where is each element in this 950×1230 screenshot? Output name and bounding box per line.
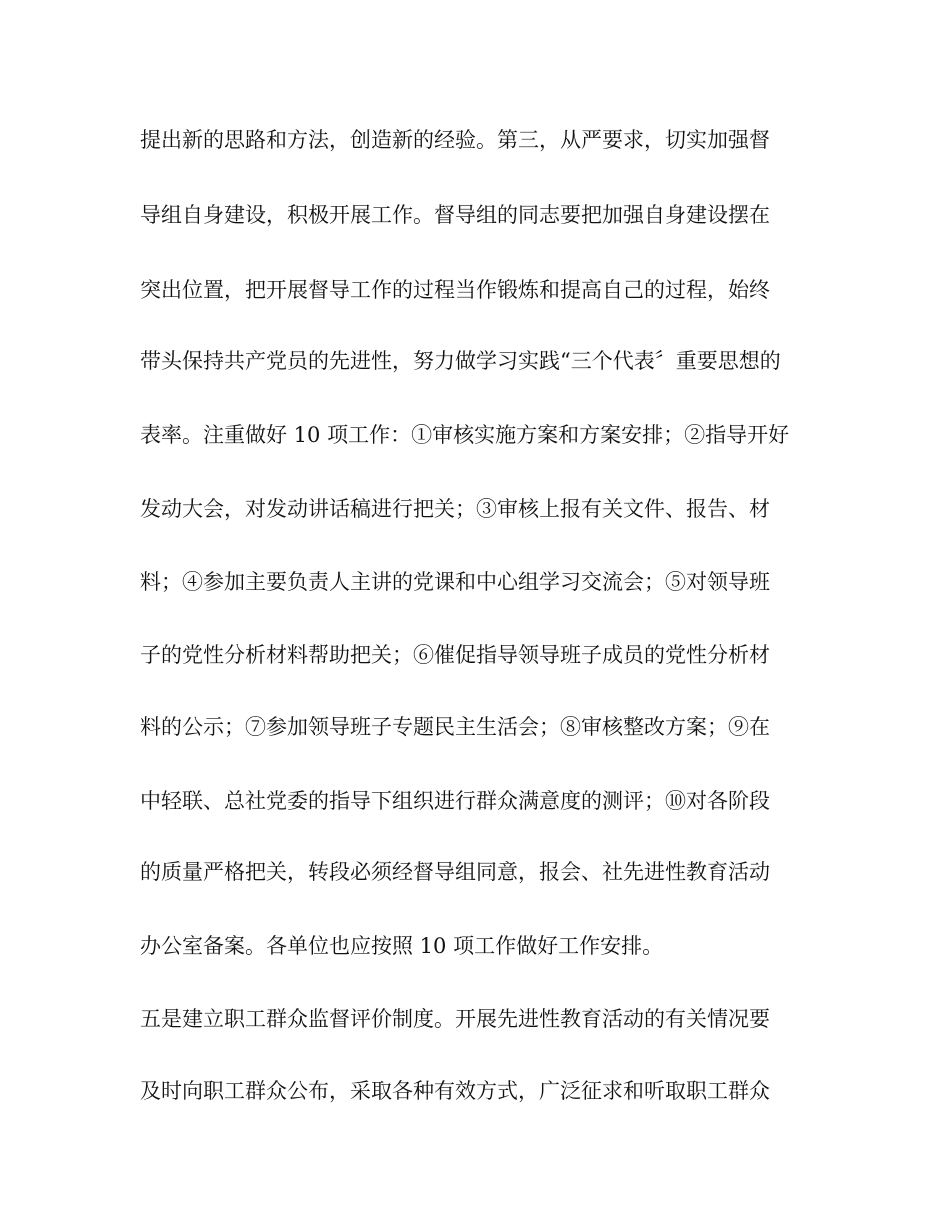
text-line: 提出新的思路和方法，创造新的经验。第三，从严要求，切实加强督	[140, 128, 770, 152]
text-line: 及时向职工群众公布，采取各种有效方式，广泛征求和听取职工群众	[140, 1079, 770, 1103]
text-line: 突出位置，把开展督导工作的过程当作锻炼和提高自己的过程，始终	[140, 278, 770, 302]
text-line: 的质量严格把关，转段必须经督导组同意，报会、社先进性教育活动	[140, 860, 770, 884]
text-line: 料的公示；⑦参加领导班子专题民主生活会；⑧审核整改方案；⑨在	[140, 715, 770, 739]
text-line: 料；④参加主要负责人主讲的党课和中心组学习交流会；⑤对领导班	[140, 570, 770, 594]
text-line: 带头保持共产党员的先进性，努力做学习实践“三个代表〞重要思想的	[140, 349, 781, 373]
text-line: 表率。注重做好 10 项工作：①审核实施方案和方案安排；②指导开好	[140, 423, 790, 447]
text-line: 发动大会，对发动讲话稿进行把关；③审核上报有关文件、报告、材	[140, 497, 770, 521]
text-line: 子的党性分析材料帮助把关；⑥催促指导领导班子成员的党性分析材	[140, 643, 770, 667]
text-line: 办公室备案。各单位也应按照 10 项工作做好工作安排。	[140, 934, 664, 958]
text-line: 导组自身建设，积极开展工作。督导组的同志要把加强自身建设摆在	[140, 203, 770, 227]
text-line: 五是建立职工群众监督评价制度。开展先进性教育活动的有关情况要	[140, 1007, 770, 1031]
text-line: 中轻联、总社党委的指导下组织进行群众满意度的测评；⑩对各阶段	[140, 789, 770, 813]
